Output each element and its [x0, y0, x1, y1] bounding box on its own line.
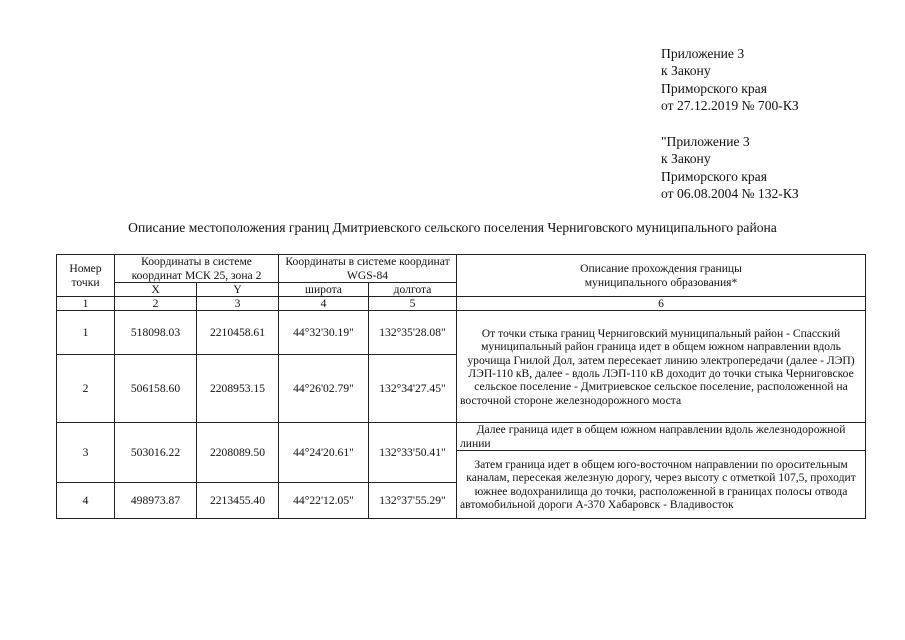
appendix-current-line-2: к Закону — [661, 63, 711, 79]
point-number: 3 — [57, 423, 115, 483]
coord-longitude: 132°34'27.45" — [369, 355, 457, 423]
appendix-current-line-3: Приморского края — [661, 80, 767, 96]
header-longitude: долгота — [369, 283, 457, 297]
header-wgs-group: Координаты в системе координат WGS-84 — [279, 255, 457, 283]
segment-description: От точки стыка границ Черниговский муниципальный район - Спасский муниципальный район граница идет в общем южном направлении вдоль урочища Гнилой Дол, затем пересекает линию электропередачи (далее - ЛЭП) ЛЭП-110 кВ, далее - вдоль ЛЭП-110 кВ доходит до точки стыка Черниговское сельское поселение - Дмитриевское сельское поселение, расположенной на восточной стороне железнодорожного моста — [457, 311, 866, 423]
coord-x: 506158.60 — [115, 355, 197, 423]
segment-description: Затем граница идет в общем юго-восточном направлении по оросительным каналам, пересекая железную дорогу, через высоту с отметкой 107,5, проходит южнее водохранилища до точки, расположенной в границах полосы отвода автомобильной дороги А-370 Хабаровск - Владивосток — [457, 451, 866, 519]
coord-longitude: 132°33'50.41" — [369, 423, 457, 483]
coord-x: 518098.03 — [115, 311, 197, 355]
table-row — [57, 311, 866, 355]
header-y: Y — [197, 283, 279, 297]
column-number: 5 — [369, 297, 457, 311]
column-number: 3 — [197, 297, 279, 311]
appendix-previous-line-4: от 06.08.2004 № 132-КЗ — [661, 185, 799, 201]
appendix-previous-line-1: "Приложение 3 — [661, 134, 750, 149]
coord-latitude: 44°32'30.19" — [279, 311, 369, 355]
coord-latitude: 44°22'12.05" — [279, 483, 369, 519]
column-number: 4 — [279, 297, 369, 311]
coord-longitude: 132°37'55.29" — [369, 483, 457, 519]
column-number: 2 — [115, 297, 197, 311]
boundary-coordinates-table — [56, 254, 866, 519]
coord-x: 498973.87 — [115, 483, 197, 519]
header-point-number: Номер точки — [57, 255, 115, 297]
point-number: 2 — [57, 355, 115, 423]
header-msk-group: Координаты в системе координат МСК 25, зона 2 — [115, 255, 279, 283]
appendix-current-block — [661, 45, 871, 114]
coord-y: 2213455.40 — [197, 483, 279, 519]
coord-y: 2210458.61 — [197, 311, 279, 355]
header-x: X — [115, 283, 197, 297]
document-title: Описание местоположения границ Дмитриевского сельского поселения Черниговского муниципального района — [128, 220, 777, 235]
point-number: 4 — [57, 483, 115, 519]
coord-longitude: 132°35'28.08" — [369, 311, 457, 355]
appendix-previous-line-2: к Закону — [661, 151, 711, 167]
header-description-text: Описание прохождения границы муниципального образования* — [580, 262, 742, 289]
header-latitude: широта — [279, 283, 369, 297]
coord-latitude: 44°26'02.79" — [279, 355, 369, 423]
segment-description: Далее граница идет в общем южном направлении вдоль железнодорожной линии — [457, 423, 866, 451]
header-description — [457, 255, 866, 297]
coord-latitude: 44°24'20.61" — [279, 423, 369, 483]
coord-y: 2208953.15 — [197, 355, 279, 423]
column-number: 1 — [57, 297, 115, 311]
coord-y: 2208089.50 — [197, 423, 279, 483]
appendix-current-line-4: от 27.12.2019 № 700-КЗ — [661, 97, 799, 113]
appendix-current-line-1: Приложение 3 — [661, 46, 745, 61]
point-number: 1 — [57, 311, 115, 355]
appendix-previous-block — [661, 133, 871, 202]
appendix-previous-line-3: Приморского края — [661, 168, 767, 184]
coord-x: 503016.22 — [115, 423, 197, 483]
column-number: 6 — [457, 297, 866, 311]
